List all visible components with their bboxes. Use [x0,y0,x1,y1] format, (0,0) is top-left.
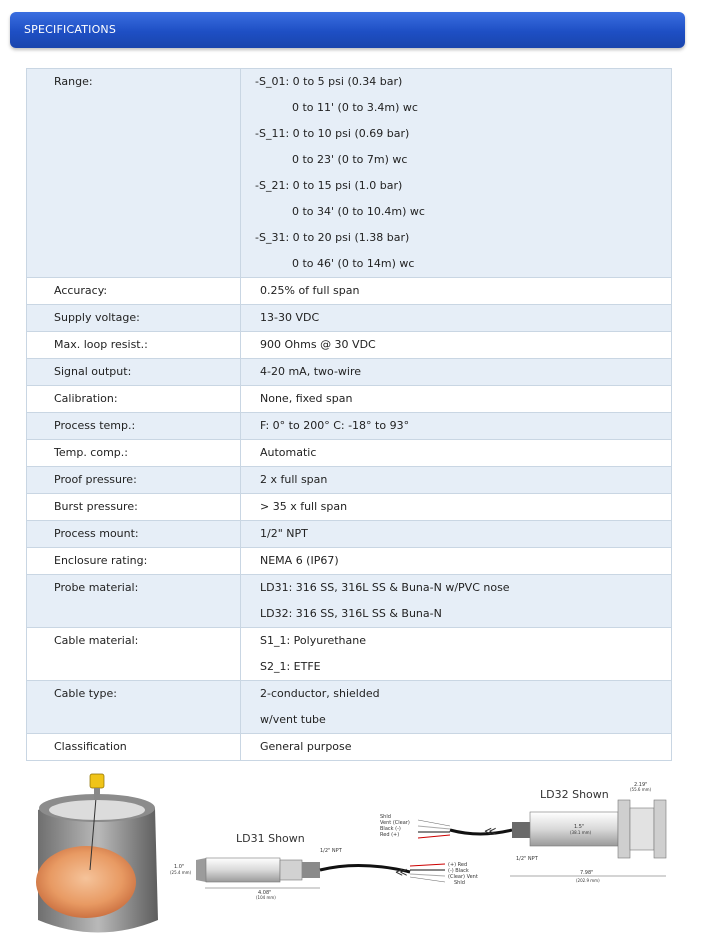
ld32-dia-mm-label: (38.1 mm) [570,830,592,835]
ld31-wire-vent [410,874,445,876]
product-drawing [0,760,703,941]
spec-row [27,521,672,548]
range-line: -S_01: 0 to 5 psi (0.34 bar) [255,75,403,88]
ld31-dia-label: 1.0" [174,864,185,870]
spec-label-cell [27,305,241,332]
ld32-wire-label: Red (+) [380,832,400,838]
ld32-len-mm-label: (202.9 mm) [576,878,600,883]
spec-label: Probe material: [54,581,139,594]
spec-value-cell [241,278,672,305]
spec-value-cell [241,494,672,521]
ld32-npt-label: 1/2" NPT [516,856,538,862]
spec-row-range [27,69,672,278]
spec-row [27,494,672,521]
spec-label: Burst pressure: [54,500,138,513]
spec-label: Accuracy: [54,284,108,297]
spec-label: Range: [54,75,93,88]
spec-value-cell [241,332,672,359]
tank-liquid [36,846,136,918]
spec-label-cell [27,494,241,521]
spec-row [27,548,672,575]
ld31-wire-shield [410,877,445,882]
spec-row [27,278,672,305]
ld32-len-label: 7.98" [580,870,594,876]
range-line: -S_21: 0 to 15 psi (1.0 bar) [255,179,403,192]
spec-label-cell [27,681,241,734]
ld31-wire-label: Shld [454,880,465,886]
spec-row [27,359,672,386]
ld32-cage [630,808,654,850]
spec-value: LD32: 316 SS, 316L SS & Buna-N [260,607,442,620]
spec-value-cell [241,359,672,386]
spec-label: Proof pressure: [54,473,137,486]
spec-label-cell [27,69,241,278]
spec-value-cell [241,548,672,575]
ld32-flange-mm-label: (55.6 mm) [630,787,652,792]
spec-row [27,305,672,332]
ld32-wire-label: Black (-) [380,826,401,832]
spec-label-cell [27,628,241,681]
ld31-fitting [302,862,320,878]
probe-fitting [94,788,100,800]
range-line: 0 to 11' (0 to 3.4m) wc [292,101,418,114]
spec-value-cell [241,628,672,681]
spec-value: Automatic [260,446,317,459]
ld31-thread [280,860,302,880]
ld31-title: LD31 Shown [236,832,305,845]
section-title: SPECIFICATIONS [24,23,117,36]
spec-label-cell [27,440,241,467]
ld31-npt-label: 1/2" NPT [320,848,342,854]
ld31-len-label: 4.08" [258,890,272,896]
ld32-flange-left [618,800,630,858]
ld32-flange-right [654,800,666,858]
ld32-wire-shield [418,820,450,826]
spec-value: F: 0° to 200° C: -18° to 93° [260,419,410,432]
spec-value-cell [241,413,672,440]
range-line: -S_31: 0 to 20 psi (1.38 bar) [255,231,410,244]
spec-value: LD31: 316 SS, 316L SS & Buna-N w/PVC nose [260,581,510,594]
range-line: 0 to 46' (0 to 14m) wc [292,257,415,270]
spec-row [27,734,672,761]
spec-value-cell [241,440,672,467]
spec-label: Cable type: [54,687,118,700]
spec-value-cell [241,305,672,332]
spec-value: w/vent tube [260,713,326,726]
spec-value-cell [241,681,672,734]
spec-label-cell [27,734,241,761]
ld31-break-mark: ≪ [395,865,408,879]
spec-label: Process mount: [54,527,139,540]
spec-value-cell [241,734,672,761]
ld32-wire-label: Shld [380,814,391,820]
spec-label: Calibration: [54,392,118,405]
spec-value: 2-conductor, shielded [260,687,380,700]
spec-row [27,467,672,494]
spec-row [27,386,672,413]
spec-label-cell [27,575,241,628]
spec-label: Temp. comp.: [54,446,128,459]
ld31-len-mm-label: (104 mm) [256,895,276,900]
spec-value-cell [241,575,672,628]
spec-value-cell [241,386,672,413]
ld32-title: LD32 Shown [540,788,609,801]
spec-value: 4-20 mA, two-wire [260,365,362,378]
ld31-body [206,858,280,882]
ld31-wire-red [410,864,445,866]
spec-label-cell [27,521,241,548]
spec-value-cell [241,69,672,278]
range-line: 0 to 34' (0 to 10.4m) wc [292,205,425,218]
ld32-break-mark: ≪ [484,824,497,838]
spec-value-cell [241,467,672,494]
ld32-flange-label: 2.19" [634,782,648,788]
range-line: -S_11: 0 to 10 psi (0.69 bar) [255,127,410,140]
spec-row [27,628,672,681]
spec-value: 0.25% of full span [260,284,360,297]
ld31-wire-label: (+) Red [448,862,468,868]
ld32-wire-label: Vent (Clear) [380,820,410,826]
spec-value: S1_1: Polyurethane [260,634,367,647]
spec-label: Cable material: [54,634,139,647]
ld31-nose [196,858,206,882]
section-header [10,12,685,48]
spec-value: 13-30 VDC [260,311,320,324]
spec-value: 2 x full span [260,473,328,486]
spec-label: Supply voltage: [54,311,140,324]
spec-value: None, fixed span [260,392,353,405]
spec-label-cell [27,332,241,359]
spec-label-cell [27,278,241,305]
tank-illustration [36,774,158,933]
spec-row [27,681,672,734]
tank-opening [49,800,145,820]
ld32-drawing [380,782,666,883]
spec-value: 1/2" NPT [260,527,308,540]
spec-row [27,332,672,359]
ld32-wire-red [418,835,450,838]
spec-label: Classification [54,740,127,753]
ld32-dia-label: 1.5" [574,824,585,830]
junction-box [90,774,104,788]
ld32-wire-vent [418,826,450,829]
spec-row [27,575,672,628]
spec-value: 900 Ohms @ 30 VDC [260,338,376,351]
spec-label-cell [27,467,241,494]
spec-label: Signal output: [54,365,132,378]
spec-label: Max. loop resist.: [54,338,148,351]
spec-label: Process temp.: [54,419,136,432]
ld32-cable [450,830,512,834]
spec-row [27,413,672,440]
spec-value: > 35 x full span [260,500,348,513]
ld31-drawing [170,832,478,900]
drawing-svg [0,760,703,941]
spec-value-cell [241,521,672,548]
spec-value: S2_1: ETFE [260,660,321,673]
spec-value: NEMA 6 (IP67) [260,554,339,567]
spec-label-cell [27,386,241,413]
spec-label-cell [27,413,241,440]
ld32-strain-relief [512,822,530,838]
spec-label-cell [27,548,241,575]
spec-label-cell [27,359,241,386]
ld31-wire-label: (-) Black [448,868,469,874]
spec-table [26,68,672,761]
spec-value: General purpose [260,740,352,753]
ld31-wire-label: (Clear) Vent [448,874,478,880]
spec-label: Enclosure rating: [54,554,148,567]
range-line: 0 to 23' (0 to 7m) wc [292,153,408,166]
ld31-dia-mm-label: (25.4 mm) [170,870,192,875]
spec-row [27,440,672,467]
